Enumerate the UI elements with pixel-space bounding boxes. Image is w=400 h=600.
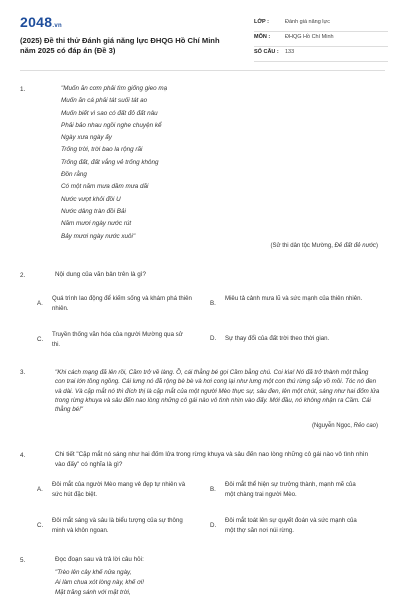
folk-verse-excerpt	[55, 568, 255, 598]
meta-row-subject	[254, 32, 388, 47]
poem-line: Đồn rằng	[61, 171, 87, 179]
meta-value: Đánh giá năng lực	[285, 19, 330, 25]
poem-line: Trống trời, trời bao la rộng rãi	[61, 146, 143, 154]
poem-line: Phải bảo nhau ngồi nghe chuyện kể	[61, 121, 162, 129]
verse-line: "Trèo lên cây khế nửa ngày,	[55, 569, 132, 576]
poem-line: Nước vượt khỏi đồi U	[61, 195, 121, 203]
question-number: 3.	[20, 369, 26, 376]
meta-row-count	[254, 47, 388, 62]
site-logo[interactable]: 2048.vn	[20, 14, 62, 30]
prose-passage: "Khi cách mạng đã lên rồi, Cầm trở về làng. Ồ, cái thằng bé gọi Cầm bằng chú. Coi kìa! Nó đã trở thành một thằng con trai lớn tồng ngồng. Cái lưng nó đã rộng bè bè và hơi cong lại như lưng một con thú rừng sắp vồ mồi. Tóc nó đen và dài. Và cặp mắt nó thì đích thị là cặp mắt của một người Mèo thực sự, sâu đen, lên một chút, sáng như hai đốm lửa trong rừng khuya và sâu đến nao lòng những cô gái nào vô tình nhìn vào đấy. Mới đầu, nó không nhận ra Cầm. Cái thằng bé!"	[55, 369, 380, 414]
exam-page: 2048.vn (2025) Đề thi thử Đánh giá năng lực ĐHQG Hồ Chí Minh năm 2025 có đáp án (Đề 3) LỚP : Đánh giá năng lực MÔN : ĐHQG Hồ Chí Minh SỐ CÂU : 133 1. "Muốn ăn cơm phải tìm giống gieo mạ Muốn ăn cá phải tát suối tát ao Muốn biết vì sao có đất đỏ đất nâu Phải bảo nhau ngồi nghe chuyện kể Ngày xưa ngày ấy Trống trời, trời bao la rộng rãi Trống đất, đất vắng vẻ trống không Đồn rằng Có một năm mưa dầm mưa dãi Nước vượt khỏi đồi U Nước dâng tràn đồi Bải Năm mươi ngày nước rút Bảy mươi ngày nước xuôi" (Sử thi dân tộc Mường, Đẻ đất đẻ nước) 2. Nội dung của văn bản trên là gì? A. Quá trình lao động để kiếm sống và khám phá thiên nhiên. B. Miêu tả cảnh mưa lũ và sức mạnh của thiên nhiên. C. Truyền thống văn hóa của người Mường qua sử thi. D. Sự thay đổi của đất trời theo thời gian. 3. "Khi cách mạng đã lên rồi, Cầm trở về làng. Ồ, cái thằng bé gọi Cầm bằng chú. Coi kìa! Nó đã trở thành một thằng con trai lớn tồng ngồng. Cái lưng nó đã rộng bè bè và hơi cong lại như lưng một con thú rừng sắp vồ mồi. Tóc nó đen và dài. Và cặp mắt nó thì đích thị là cặp mắt của một người Mèo thực sự, sâu đen, lên một chút, sáng như hai đốm lửa trong rừng khuya và sâu đến nao lòng những cô gái nào vô tình nhìn vào đấy. Mới đầu, nó không nhận ra Cầm. Cái thằng bé!" (Nguyễn Ngọc, Rẻo cao) 4. Chi tiết "Cặp mắt nó sáng như hai đốm lửa trong rừng khuya và sâu đến nao lòng những cô gái nào vô tình nhìn vào đấy" có nghĩa là gì? A. Đôi mắt của người Mèo mang vẻ đẹp tự nhiên và sức hút đặc biệt. B. Đôi mắt thể hiện sự trưởng thành, mạnh mẽ của một chàng trai người Mèo. C. Đôi mắt sáng và sâu là biểu tượng của sự thông minh và khôn ngoan. D. Đôi mắt toát lên sự quyết đoán và sức mạnh của một thợ săn nơi núi rừng. 5. Đọc đoạn sau và trả lời câu hỏi: "Trèo lên cây khế nửa ngày, Ai làm chua xót lòng này, khế ơi! Mặt trăng sánh với mặt trời,	[0, 0, 400, 600]
verse-line: Ai làm chua xót lòng này, khế ơi!	[55, 579, 144, 586]
poem-line: Năm mươi ngày nước rút	[61, 220, 132, 228]
question-number: 2.	[20, 272, 26, 279]
poem-line: Trống đất, đất vắng vẻ trống không	[61, 158, 159, 166]
verse-line: Mặt trăng sánh với mặt trời,	[55, 589, 131, 596]
document-title: (2025) Đề thi thử Đánh giá năng lực ĐHQG Hồ Chí Minh năm 2025 có đáp án (Đề 3)	[20, 36, 220, 55]
meta-key: MÔN :	[254, 34, 271, 40]
exam-meta-table	[254, 17, 388, 62]
meta-value: 133	[285, 49, 295, 55]
poem-line: Muốn ăn cá phải tát suối tát ao	[61, 97, 148, 105]
question-number: 5.	[20, 557, 26, 564]
poem-line: Nước dâng tràn đồi Bải	[61, 207, 126, 215]
question-number: 4.	[20, 452, 26, 459]
question-text: Đọc đoạn sau và trả lời câu hỏi:	[55, 556, 144, 563]
meta-key: LỚP :	[254, 19, 269, 25]
header-divider	[20, 70, 385, 71]
poem-line: Bảy mươi ngày nước xuôi"	[61, 232, 136, 240]
meta-key: SỐ CÂU :	[254, 49, 279, 55]
passage-source: (Nguyễn Ngọc, Rẻo cao)	[311, 423, 378, 429]
question-text: Nội dung của văn bản trên là gì?	[55, 271, 147, 278]
poem-line: Ngày xưa ngày ấy	[61, 134, 112, 142]
poem-line: Có một năm mưa dầm mưa dãi	[61, 183, 149, 191]
meta-row-class	[254, 17, 388, 32]
question-text: Chi tiết "Cặp mắt nó sáng như hai đốm lửa trong rừng khuya và sâu đến nao lòng những cô gái nào vô tình nhìn vào đấy" có nghĩa là gì?	[55, 451, 369, 468]
poem-line: "Muốn ăn cơm phải tìm giống gieo mạ	[61, 85, 168, 92]
meta-value: ĐHQG Hồ Chí Minh	[285, 34, 334, 40]
poem-source: (Sử thi dân tộc Mường, Đẻ đất đẻ nước)	[270, 243, 378, 249]
question-number: 1.	[20, 86, 26, 93]
poem-line: Muốn biết vì sao có đất đỏ đất nâu	[61, 109, 158, 117]
poem-excerpt	[61, 83, 301, 243]
